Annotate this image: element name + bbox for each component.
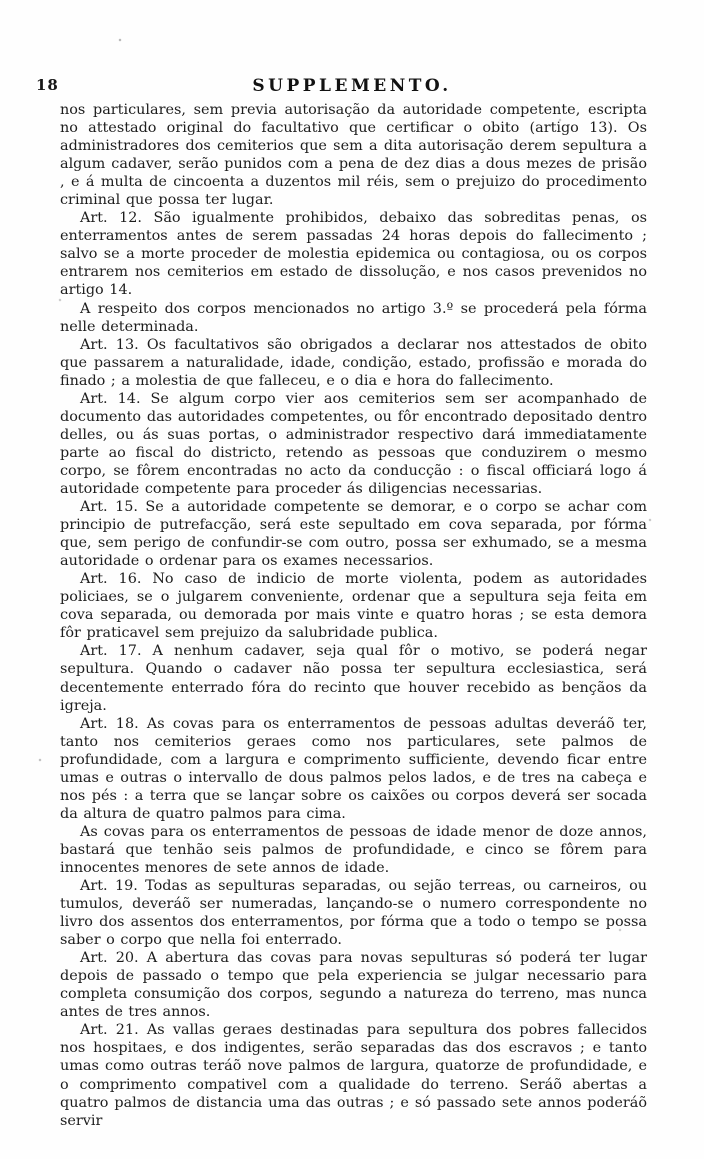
paragraph: Art. 20. A abertura das covas para novas sepulturas só poderá ter lugar depois de passado o tempo que pela experiencia se julgar necessario para completa consumição dos corpos, segundo a natureza do terreno, mas nunca antes de tres annos. [60,950,647,1021]
paragraph: Art. 18. As covas para os enterramentos de pessoas adultas deveráõ ter, tanto nos cemiterios geraes como nos particulares, sete palmos de profundidade, com a largura e comprimento sufficiente, devendo ficar entre umas e outras o intervallo de dous palmos pelos lados, e de tres na cabeça e nos pés : a terra que se lançar sobre os caixões ou corpos deverá ser socada da altura de quatro palmos para cima. [60,715,647,822]
paragraph: Art. 17. A nenhum cadaver, seja qual fôr o motivo, se poderá negar sepultura. Quando o cadaver não possa ter sepultura ecclesiastica, será decentemente enterrado fóra do recinto que houver recebido as bençãos da igreja. [60,643,647,714]
page-header [0,76,704,100]
paragraph: As covas para os enterramentos de pessoas de idade menor de doze annos, bastará que tenhão seis palmos de profundidade, e cinco se fôrem para innocentes menores de sete annos de idade. [60,823,647,876]
page-number: 18 [36,76,59,94]
text-block [60,101,647,1130]
paragraph: Art. 14. Se algum corpo vier aos cemiterios sem ser acompanhado de documento das autoridades competentes, ou fôr encontrado depositado dentro delles, ou ás suas portas, o administrador respectivo dará immediatamente parte ao fiscal do districto, retendo as pessoas que conduzirem o mesmo corpo, se fôrem encontradas no acto da conducção : o fiscal officiará logo á autoridade competente para proceder ás diligencias necessarias. [60,390,647,497]
paragraph: nos particulares, sem previa autorisação da autoridade competente, escripta no attestado original do facultativo que certificar o obito (artigo 13). Os administradores dos cemiterios que sem a dita autorisação derem sepultura a algum cadaver, serão punidos com a pena de dez dias a dous mezes de prisão , e á multa de cincoenta a duzentos mil réis, sem o prejuizo do procedimento criminal que possa ter lugar. [60,102,647,209]
page-title: SUPPLEMENTO. [252,76,452,96]
paragraph: Art. 12. São igualmente prohibidos, debaixo das sobreditas penas, os enterramentos antes de serem passadas 24 horas depois do fallecimento ; salvo se a morte proceder de molestia epidemica ou contagiosa, ou os corpos entrarem nos cemiterios em estado de dissolução, e nos casos prevenidos no artigo 14. [60,210,647,299]
paragraph: Art. 16. No caso de indicio de morte violenta, podem as autoridades policiaes, se o julgarem conveniente, ordenar que a sepultura seja feita em cova separada, ou demorada por mais vinte e quatro horas ; se esta demora fôr praticavel sem prejuizo da salubridade publica. [60,571,647,642]
paragraph: Art. 15. Se a autoridade competente se demorar, e o corpo se achar com principio de putrefacção, será este sepultado em cova separada, por fórma que, sem perigo de confundir-se com outro, possa ser exhumado, se a mesma autoridade o ordenar para os exames necessarios. [60,499,647,570]
paragraph: A respeito dos corpos mencionados no artigo 3.º se procederá pela fórma nelle determinada. [60,300,647,335]
paragraph: Art. 21. As vallas geraes destinadas para sepultura dos pobres fallecidos nos hospitaes, e dos indigentes, serão separadas das dos escravos ; e tanto umas como outras teráõ nove palmos de largura, quatorze de profundidade, e o comprimento compativel com a qualidade do terreno. Seráõ abertas a quatro palmos de distancia uma das outras ; e só passado sete annos poderáõ servir [60,1022,647,1129]
paragraph: Art. 13. Os facultativos são obrigados a declarar nos attestados de obito que passarem a naturalidade, idade, condição, estado, profissão e morada do finado ; a molestia de que falleceu, e o dia e hora do fallecimento. [60,336,647,389]
paragraph: Art. 19. Todas as sepulturas separadas, ou sejão terreas, ou carneiros, ou tumulos, deveráõ ser numeradas, lançando-se o numero correspondente no livro dos assentos dos enterramentos, por fórma que a todo o tempo se possa saber o corpo que nella foi enterrado. [60,878,647,949]
